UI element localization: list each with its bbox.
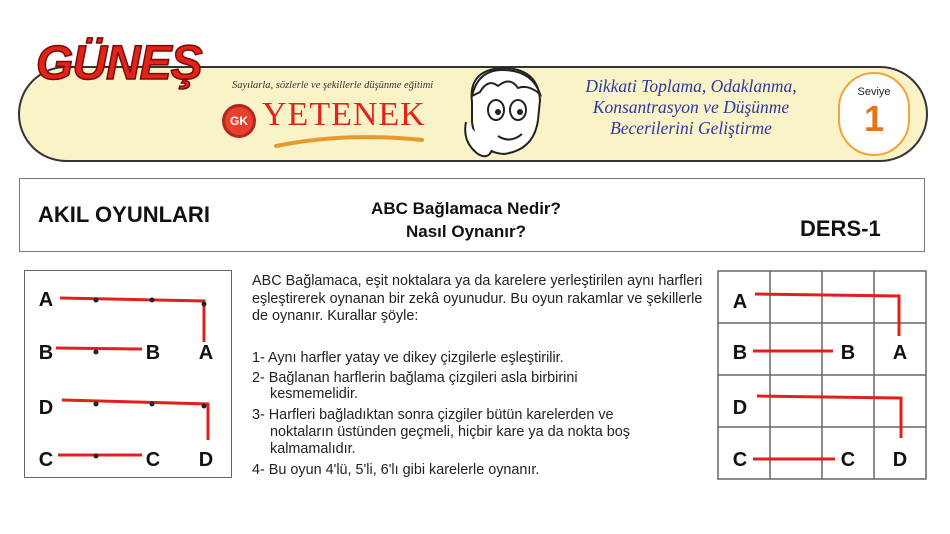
grid-letter-a: A bbox=[892, 342, 908, 364]
level-number: 1 bbox=[863, 98, 885, 139]
slogan-line: Konsantrasyon ve Düşünme bbox=[592, 97, 790, 117]
intro-paragraph: ABC Bağlamaca, eşit noktalara ya da karelere yerleştirilen aynı harfleri eşleştirerek oynanan bir zekâ oyunudur. Bu oyun rakamlar ve şekillerle de oynanır. Kurallar şöyle: bbox=[252, 273, 703, 324]
lesson-title: ABC Bağlamaca Nedir? bbox=[371, 199, 561, 218]
product-name: YETENEK bbox=[262, 96, 426, 133]
slogan bbox=[566, 76, 816, 139]
mascot-boy-icon bbox=[458, 62, 554, 162]
section-title: AKIL OYUNLARI bbox=[38, 202, 210, 227]
grid-letter-b: B bbox=[840, 342, 856, 364]
rule-item: 3- Harfleri bağladıktan sonra çizgiler bütün karelerden ve bbox=[252, 407, 614, 423]
dot-letter-b: B bbox=[145, 342, 161, 364]
rule-item: noktaların üstünden geçmeli, hiçbir kare ya da nokta boş bbox=[270, 424, 630, 440]
grid-letter-d: D bbox=[892, 449, 908, 471]
dot-letter-d: D bbox=[38, 397, 54, 419]
tagline: Sayılarla, sözlerle ve şekillerle düşünme eğitimi bbox=[232, 80, 434, 91]
rule-item: 4- Bu oyun 4'lü, 5'li, 6'lı gibi karelerle oynanır. bbox=[252, 462, 540, 478]
dot-letter-c: C bbox=[145, 449, 161, 471]
dot-letter-c: C bbox=[38, 449, 54, 471]
lesson-code: DERS-1 bbox=[800, 216, 881, 241]
dot-letter-a: A bbox=[38, 289, 54, 311]
rule-item: 1- Aynı harfler yatay ve dikey çizgilerle eşleştirilir. bbox=[252, 350, 564, 366]
slogan-line: Becerilerini Geliştirme bbox=[610, 118, 772, 138]
grid-letter-c: C bbox=[732, 449, 748, 471]
grid-letter-b: B bbox=[732, 342, 748, 364]
gk-logo-icon: GK bbox=[222, 104, 256, 138]
grid-letter-a: A bbox=[732, 291, 748, 313]
dot-letter-d: D bbox=[198, 449, 214, 471]
grid-letter-d: D bbox=[732, 397, 748, 419]
level-label: Seviye bbox=[857, 86, 891, 98]
dot-letter-a: A bbox=[198, 342, 214, 364]
brand-logo: GÜNEŞ bbox=[36, 37, 202, 90]
dot-letter-b: B bbox=[38, 342, 54, 364]
slogan-line: Dikkati Toplama, Odaklanma, bbox=[585, 76, 797, 96]
grid-letter-c: C bbox=[840, 449, 856, 471]
rule-item: 2- Bağlanan harflerin bağlama çizgileri asla birbirini bbox=[252, 370, 578, 386]
lesson-title: Nasıl Oynanır? bbox=[406, 222, 526, 241]
rule-item: kalmamalıdır. bbox=[270, 441, 356, 457]
rule-item: kesmemelidir. bbox=[270, 386, 358, 402]
swoosh-icon bbox=[274, 134, 424, 150]
